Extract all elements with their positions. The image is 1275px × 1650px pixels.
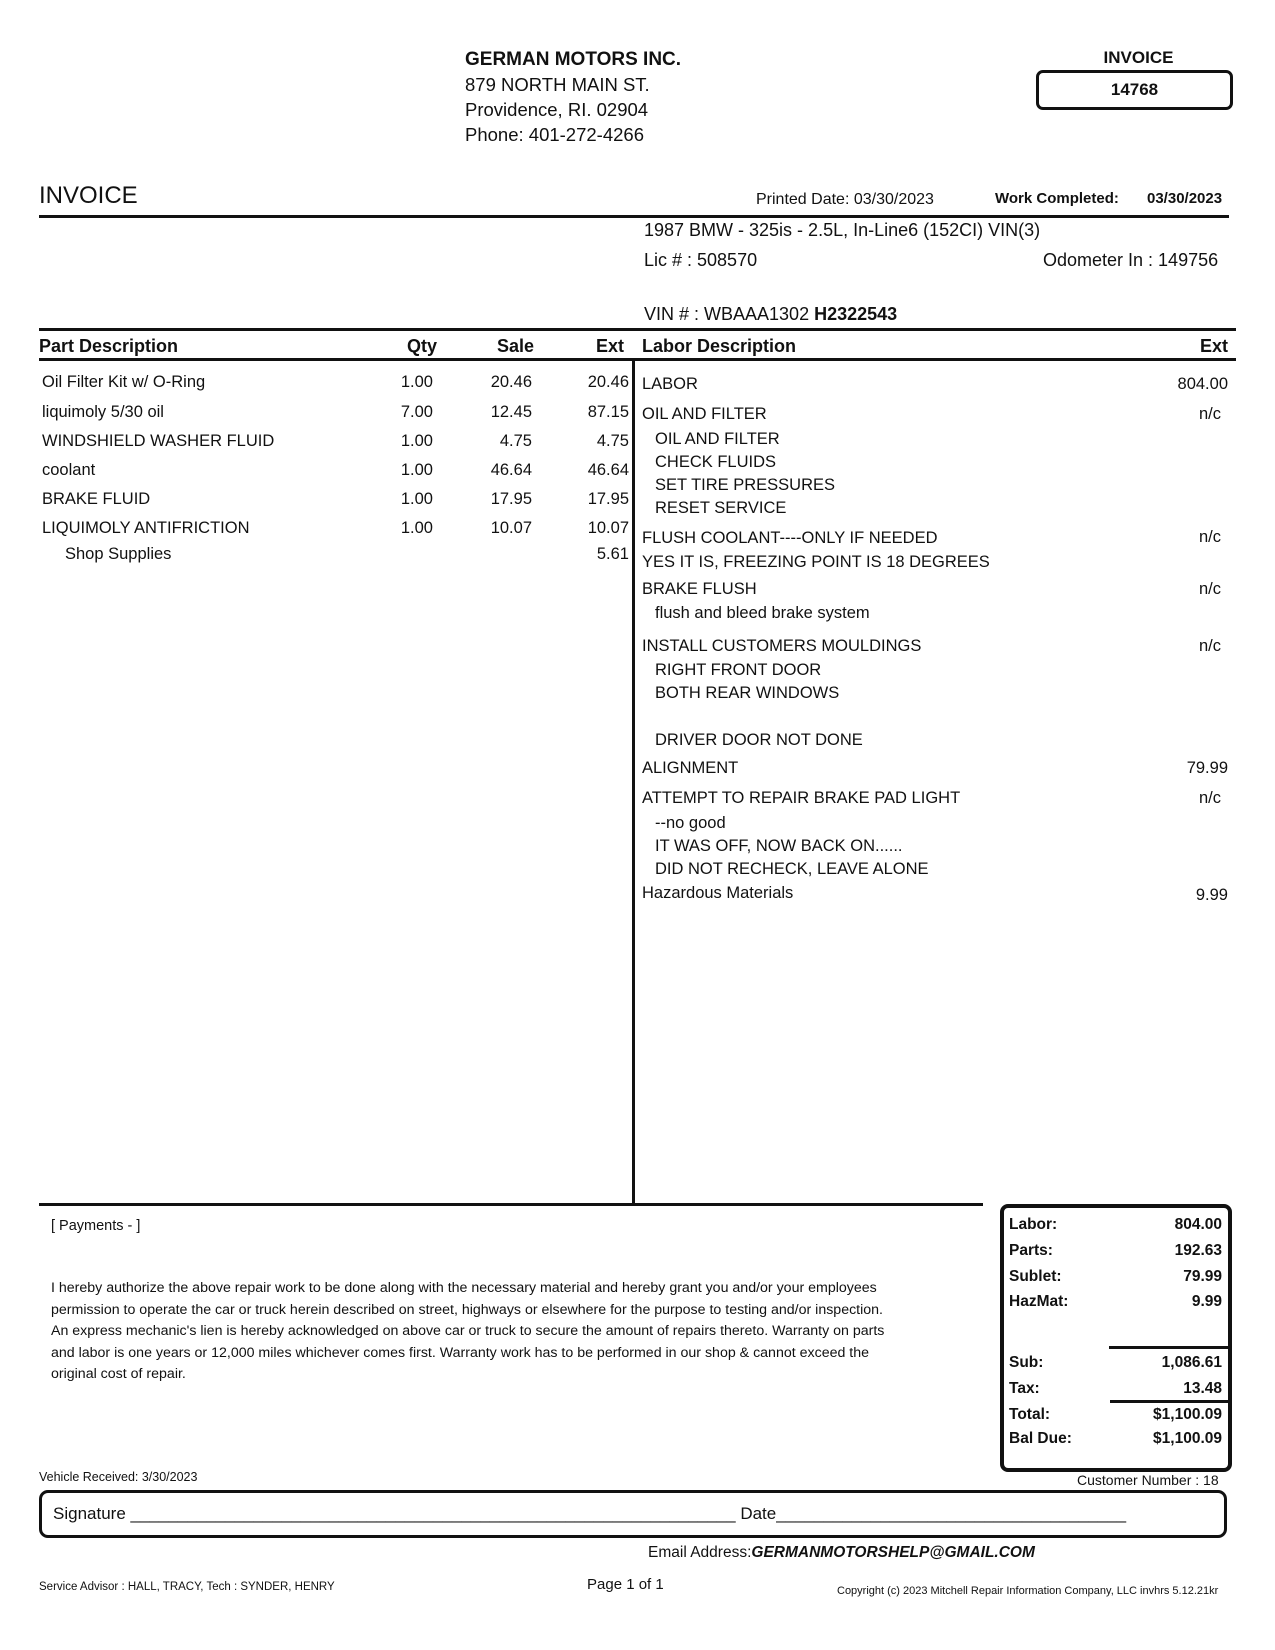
part-row-qty: 7.00 [400,403,433,421]
part-row-qty: 1.00 [400,373,433,391]
col-header-labor-ext: Ext [1199,336,1228,356]
totals-total-value: $1,100.09 [1153,1406,1222,1423]
totals-balance-due-label: Bal Due: [1009,1430,1072,1447]
part-row-sale: 4.75 [499,432,532,450]
labor-line: SET TIRE PRESSURES [655,476,836,494]
email-label: Email Address: [648,1544,752,1561]
service-advisor-tech: Service Advisor : HALL, TRACY, Tech : SYNDER, HENRY [39,1581,335,1593]
labor-line-ext: n/c [1198,637,1221,655]
labor-line: flush and bleed brake system [655,604,870,622]
labor-line: YES IT IS, FREEZING POINT IS 18 DEGREES [642,553,990,571]
shop-supplies-label: Shop Supplies [65,545,172,563]
totals-parts-value: 192.63 [1174,1242,1222,1259]
header-divider [39,215,1229,218]
vin-number [644,304,897,325]
col-header-sale: Sale [496,336,534,356]
part-row-ext: 87.15 [587,403,629,421]
email-address [648,1544,1035,1562]
part-row-ext: 4.75 [596,432,629,450]
labor-line: OIL AND FILTER [655,430,780,448]
part-row-qty: 1.00 [400,490,433,508]
col-header-qty: Qty [406,336,437,356]
totals-tax-value: 13.48 [1183,1380,1222,1397]
labor-line-ext: n/c [1198,580,1221,598]
labor-line: INSTALL CUSTOMERS MOULDINGS [642,637,922,655]
totals-hazmat-label: HazMat: [1009,1293,1069,1310]
labor-line: DID NOT RECHECK, LEAVE ALONE [655,860,929,878]
labor-line-ext: 79.99 [1186,759,1228,777]
part-row-sale: 20.46 [490,373,532,391]
part-row-qty: 1.00 [400,461,433,479]
work-completed-date: 03/30/2023 [1147,190,1223,207]
part-row-description: LIQUIMOLY ANTIFRICTION [42,519,250,537]
part-row-qty: 1.00 [400,432,433,450]
labor-line-ext: n/c [1198,528,1221,546]
labor-line: DRIVER DOOR NOT DONE [655,731,863,749]
vehicle-description: 1987 BMW - 325is - 2.5L, In-Line6 (152CI) VIN(3) [644,220,1041,240]
labor-line: --no good [655,814,726,832]
totals-labor-label: Labor: [1009,1216,1058,1233]
labor-line: ALIGNMENT [642,759,739,777]
part-row-description: WINDSHIELD WASHER FLUID [42,432,275,450]
customer-number: Customer Number : 18 [1077,1472,1219,1488]
part-row-ext: 46.64 [587,461,629,479]
labor-line: IT WAS OFF, NOW BACK ON...... [655,837,903,855]
labor-line-ext: 804.00 [1177,375,1228,393]
page-number: Page 1 of 1 [587,1576,664,1593]
vin-suffix: H2322543 [814,304,898,324]
labor-line: BRAKE FLUSH [642,580,757,598]
totals-balance-due-value: $1,100.09 [1153,1430,1222,1447]
totals-sub-label: Sub: [1009,1354,1044,1371]
invoice-number-label: INVOICE [1103,48,1174,67]
labor-line: CHECK FLUIDS [655,453,777,471]
part-row-description: liquimoly 5/30 oil [42,403,164,421]
totals-labor-value: 804.00 [1174,1216,1222,1233]
part-row-description: coolant [42,461,96,479]
labor-line-ext: n/c [1198,405,1221,423]
labor-line: OIL AND FILTER [642,405,767,423]
signature-date-line: Signature ________________________________________________________________ Date_____________________________________ [53,1504,1127,1523]
subtotal-rule [1109,1346,1232,1349]
labor-line: LABOR [642,375,698,393]
company-info [465,47,681,147]
totals-sublet-label: Sublet: [1009,1268,1062,1285]
labor-line: BOTH REAR WINDOWS [655,684,840,702]
odometer-in: Odometer In : 149756 [1043,250,1219,270]
email-value: GERMANMOTORSHELP@GMAIL.COM [751,1544,1035,1561]
col-header-part-ext: Ext [595,336,624,356]
labor-line: ATTEMPT TO REPAIR BRAKE PAD LIGHT [642,789,961,807]
company-address-line1: 879 NORTH MAIN ST. [465,74,650,95]
column-divider [632,361,635,1205]
page-title: INVOICE [39,182,138,209]
labor-line-ext: 9.99 [1195,886,1228,904]
work-completed-label: Work Completed: [995,190,1119,207]
labor-line-ext: n/c [1198,789,1221,807]
company-address-line2: Providence, RI. 02904 [465,99,649,120]
col-header-labor-description: Labor Description [642,336,797,356]
totals-sublet-value: 79.99 [1183,1268,1222,1285]
part-row-sale: 46.64 [490,461,532,479]
part-row-ext: 20.46 [587,373,629,391]
total-rule [1110,1400,1232,1403]
part-row-description: Oil Filter Kit w/ O-Ring [42,373,206,391]
part-row-ext: 17.95 [587,490,629,508]
table-header-top-rule [39,328,1236,331]
part-row-qty: 1.00 [400,519,433,537]
col-header-part-description: Part Description [39,336,179,356]
company-name: GERMAN MOTORS INC. [465,49,682,70]
part-row-description: BRAKE FLUID [42,490,151,508]
shop-supplies-ext: 5.61 [596,545,629,563]
license-number: Lic # : 508570 [644,250,758,270]
labor-line: RIGHT FRONT DOOR [655,661,822,679]
payments-info: [ Payments - ] [51,1218,141,1234]
company-phone: Phone: 401-272-4266 [465,124,644,145]
totals-tax-label: Tax: [1009,1380,1040,1397]
authorization-disclaimer: I hereby authorize the above repair work to be done along with the necessary material and hereby grant you and/or your employees permission to operate the car or truck herein described on street, highways or elsewhere for the purpose to testing and/or inspection. An express mechanic's lien is hereby acknowledged on above car or truck to secure the amount of repairs thereto. Warranty on parts and labor is one years or 12,000 miles whichever comes first. Warranty work has to be performed in our shop & cannot exceed the original cost of repair. [51,1280,885,1383]
totals-hazmat-value: 9.99 [1191,1293,1222,1310]
totals-total-label: Total: [1009,1406,1051,1423]
table-header-bottom-rule [39,358,1236,361]
labor-line: Hazardous Materials [642,884,794,902]
part-row-ext: 10.07 [587,519,629,537]
invoice-number-box: 14768 [1036,70,1233,110]
labor-line: RESET SERVICE [655,499,787,517]
part-row-sale: 17.95 [490,490,532,508]
printed-date: Printed Date: 03/30/2023 [756,191,934,208]
body-bottom-rule [39,1203,983,1206]
vin-prefix: VIN # : WBAAA1302 [644,304,815,324]
copyright-notice: Copyright (c) 2023 Mitchell Repair Information Company, LLC invhrs 5.12.21kr [837,1585,1219,1597]
totals-sub-value: 1,086.61 [1161,1354,1222,1371]
part-row-sale: 12.45 [490,403,532,421]
totals-parts-label: Parts: [1009,1242,1053,1259]
part-row-sale: 10.07 [490,519,532,537]
labor-line: FLUSH COOLANT----ONLY IF NEEDED [642,529,938,547]
vehicle-received-date: Vehicle Received: 3/30/2023 [39,1470,198,1484]
